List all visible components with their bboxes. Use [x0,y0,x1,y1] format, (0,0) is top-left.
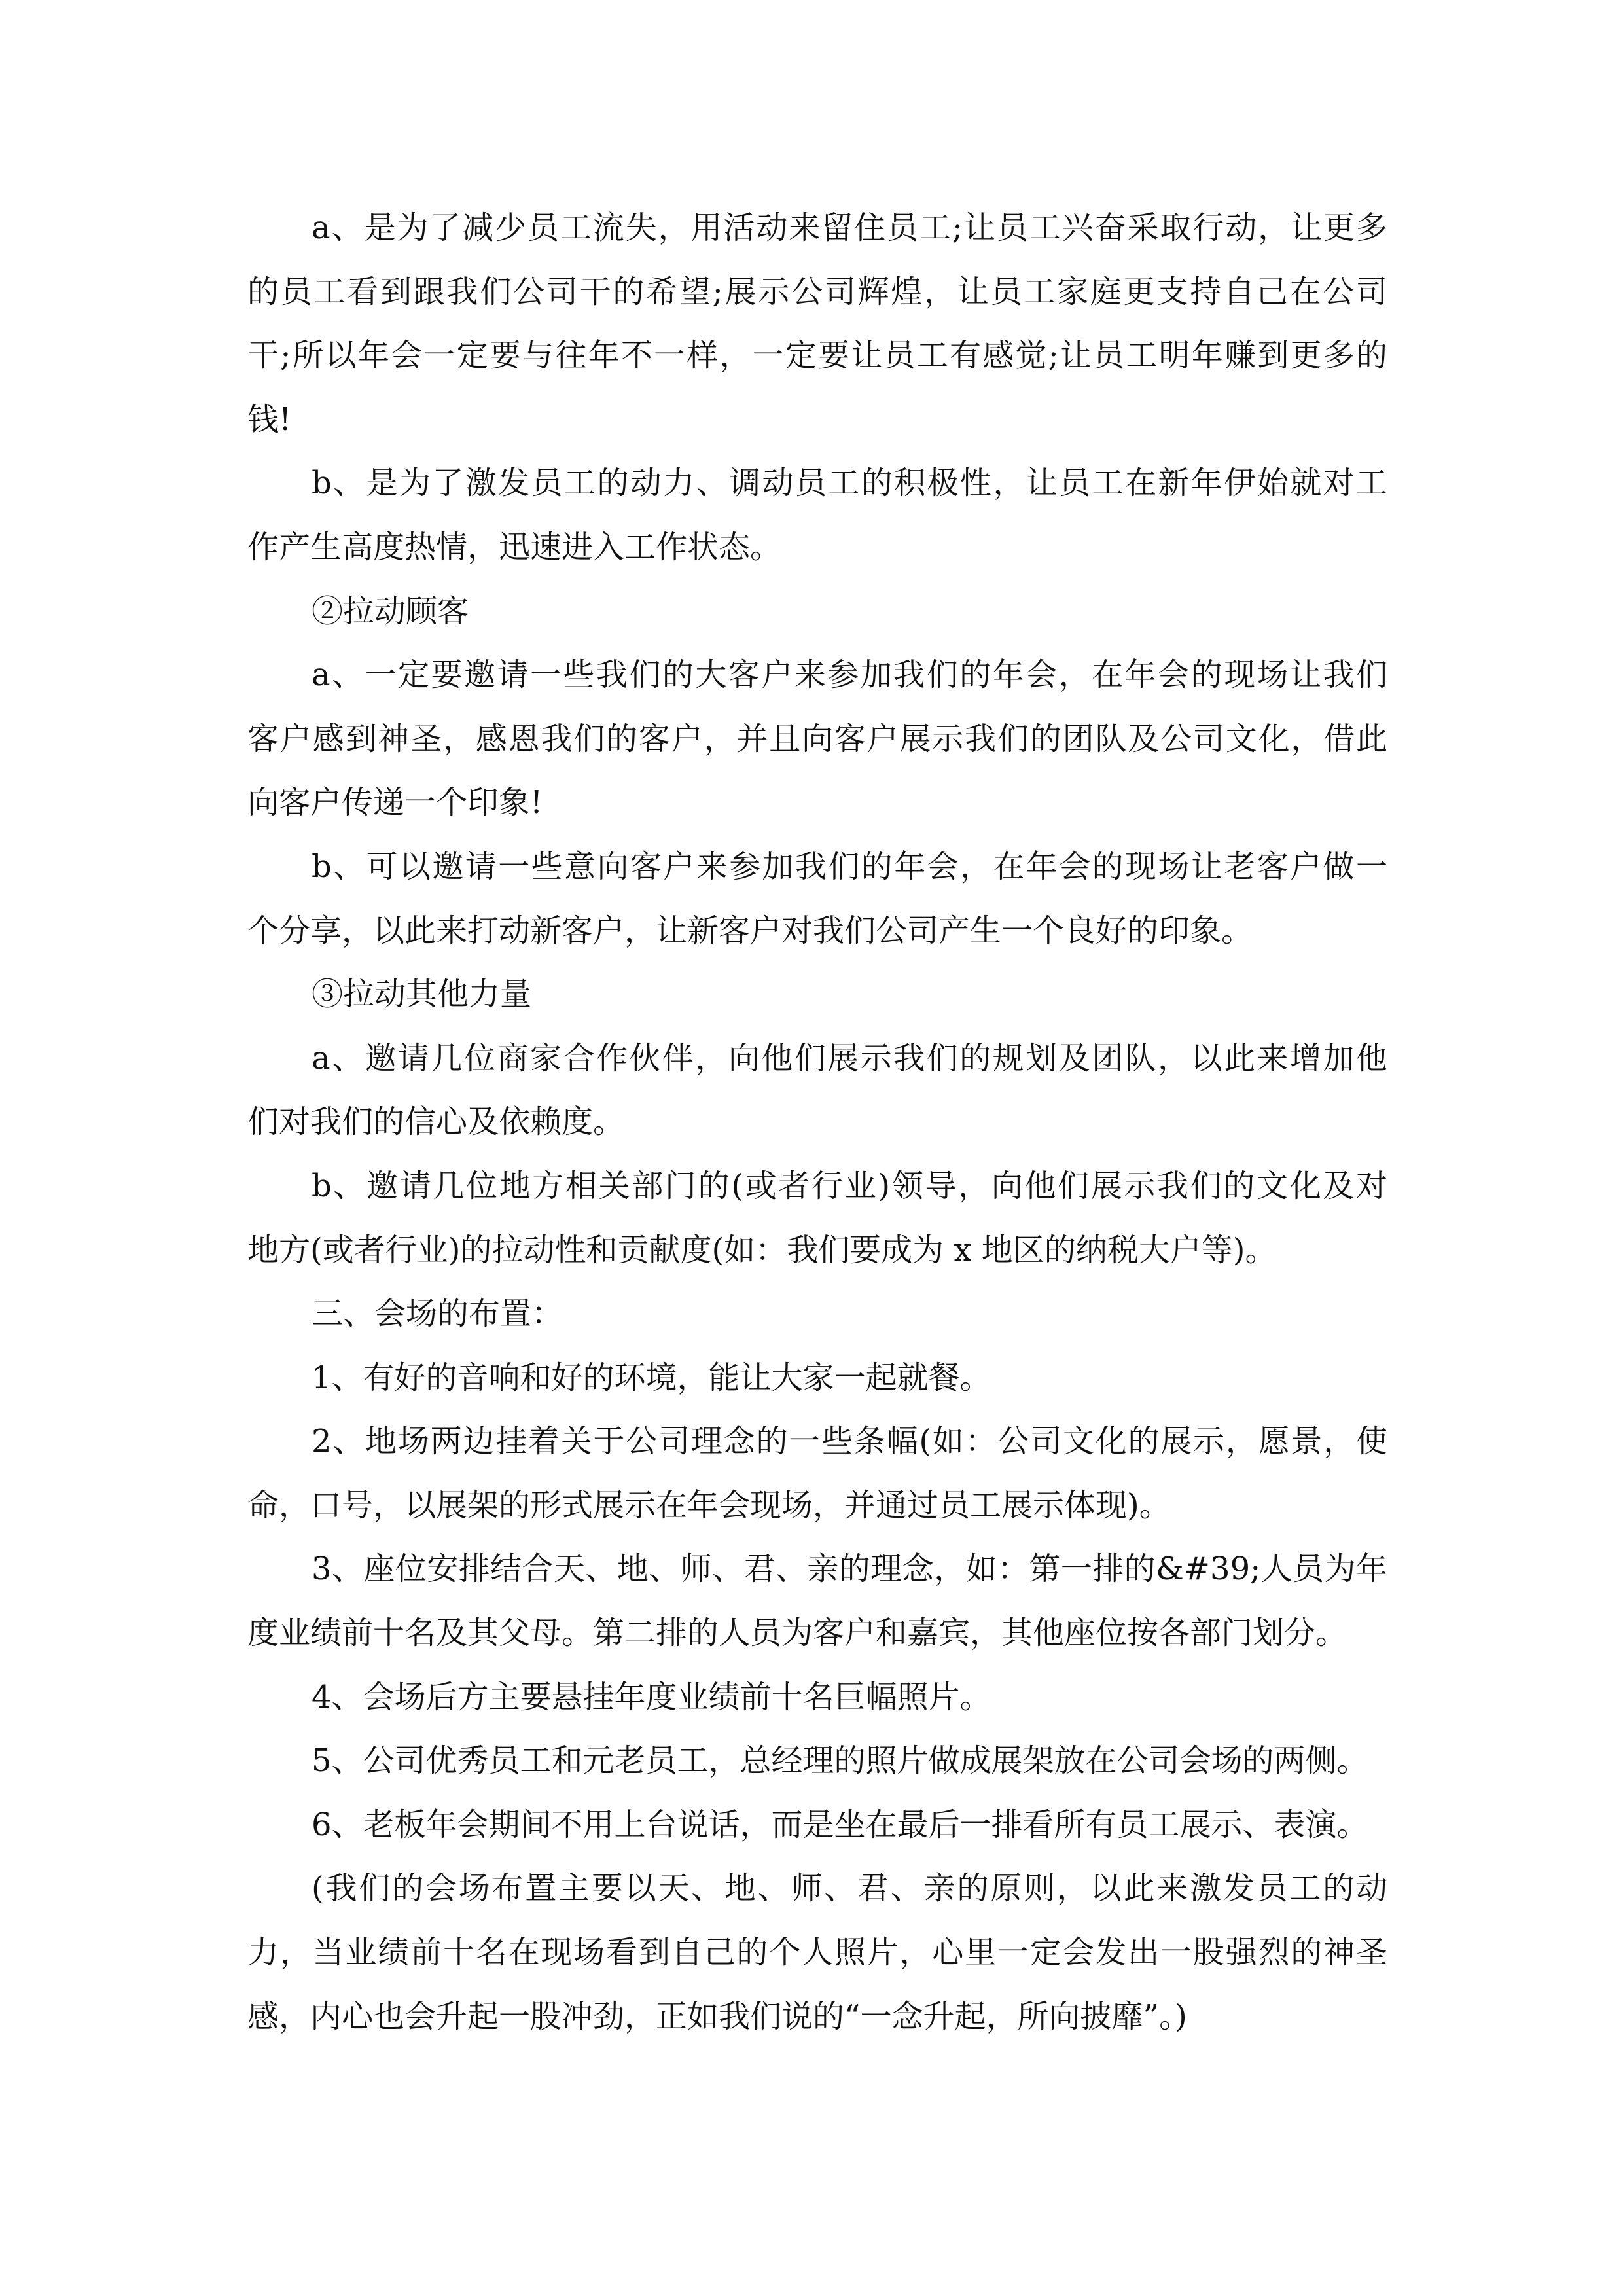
text-line: 3、座位安排结合天、地、师、君、亲的理念，如：第一排的&#39;人员为年 [312,1551,1387,1588]
text-line: 们对我们的信心及依赖度。 [247,1103,625,1141]
paragraph [247,1857,1387,2049]
text-line: 5、公司优秀员工和元老员工，总经理的照片做成展架放在公司会场的两侧。 [312,1742,1368,1780]
text-line: 1、有好的音响和好的环境，能让大家一起就餐。 [312,1359,991,1396]
paragraph [247,835,1387,963]
text-line: a、邀请几位商家合作伙伴，向他们展示我们的规划及团队，以此来增加他 [312,1039,1387,1077]
text-line: 钱! [247,401,292,438]
paragraph [247,1410,1387,1537]
text-line: 作产生高度热情，迅速进入工作状态。 [247,528,782,565]
text-line: 的员工看到跟我们公司干的希望;展示公司辉煌，让员工家庭更支持自己在公司 [247,273,1387,310]
paragraph [247,580,1387,644]
paragraph [247,1155,1387,1282]
text-line: b、邀请几位地方相关部门的(或者行业)领导，向他们展示我们的文化及对 [312,1167,1387,1204]
paragraph [247,643,1387,835]
text-line: b、是为了激发员工的动力、调动员工的积极性，让员工在新年伊始就对工 [312,465,1387,502]
paragraph [247,1729,1387,1793]
text-line: 客户感到神圣，感恩我们的客户，并且向客户展示我们的团队及公司文化，借此 [247,720,1387,757]
paragraph [247,1027,1387,1155]
paragraph [247,1666,1387,1730]
text-line: 感，内心也会升起一股冲劲，正如我们说的“一念升起，所向披靡”。) [247,1998,1187,2035]
text-line: ③拉动其他力量 [312,976,532,1013]
text-line: ②拉动顾客 [312,592,469,630]
text-line: a、是为了减少员工流失，用活动来留住员工;让员工兴奋采取行动，让更多 [312,209,1387,246]
text-line: 三、会场的布置： [312,1295,563,1333]
text-line: 地方(或者行业)的拉动性和贡献度(如：我们要成为 x 地区的纳税大户等)。 [247,1231,1277,1268]
paragraph [247,452,1387,579]
document-body [247,196,1387,2049]
text-line: 4、会场后方主要悬挂年度业绩前十名巨幅照片。 [312,1678,991,1715]
text-line: 2、地场两边挂着关于公司理念的一些条幅(如：公司文化的展示，愿景，使 [312,1423,1387,1460]
text-line: b、可以邀请一些意向客户来参加我们的年会，在年会的现场让老客户做一 [312,848,1387,885]
text-line: 度业绩前十名及其父母。第二排的人员为客户和嘉宾，其他座位按各部门划分。 [247,1615,1347,1652]
text-line: 力，当业绩前十名在现场看到自己的个人照片，心里一定会发出一股强烈的神圣 [247,1934,1387,1971]
text-line: 个分享，以此来打动新客户，让新客户对我们公司产生一个良好的印象。 [247,912,1253,949]
text-line: 向客户传递一个印象! [247,784,543,821]
paragraph [247,196,1387,452]
paragraph [247,1793,1387,1857]
text-line: (我们的会场布置主要以天、地、师、君、亲的原则，以此来激发员工的动 [312,1870,1387,1907]
paragraph [247,1346,1387,1410]
paragraph [247,1537,1387,1665]
paragraph [247,963,1387,1027]
text-line: 6、老板年会期间不用上台说话，而是坐在最后一排看所有员工展示、表演。 [312,1806,1368,1843]
paragraph [247,1282,1387,1346]
text-line: 命，口号，以展架的形式展示在年会现场，并通过员工展示体现)。 [247,1486,1171,1524]
text-line: 干;所以年会一定要与往年不一样，一定要让员工有感觉;让员工明年赚到更多的 [247,337,1387,374]
text-line: a、一定要邀请一些我们的大客户来参加我们的年会，在年会的现场让我们 [312,656,1387,694]
